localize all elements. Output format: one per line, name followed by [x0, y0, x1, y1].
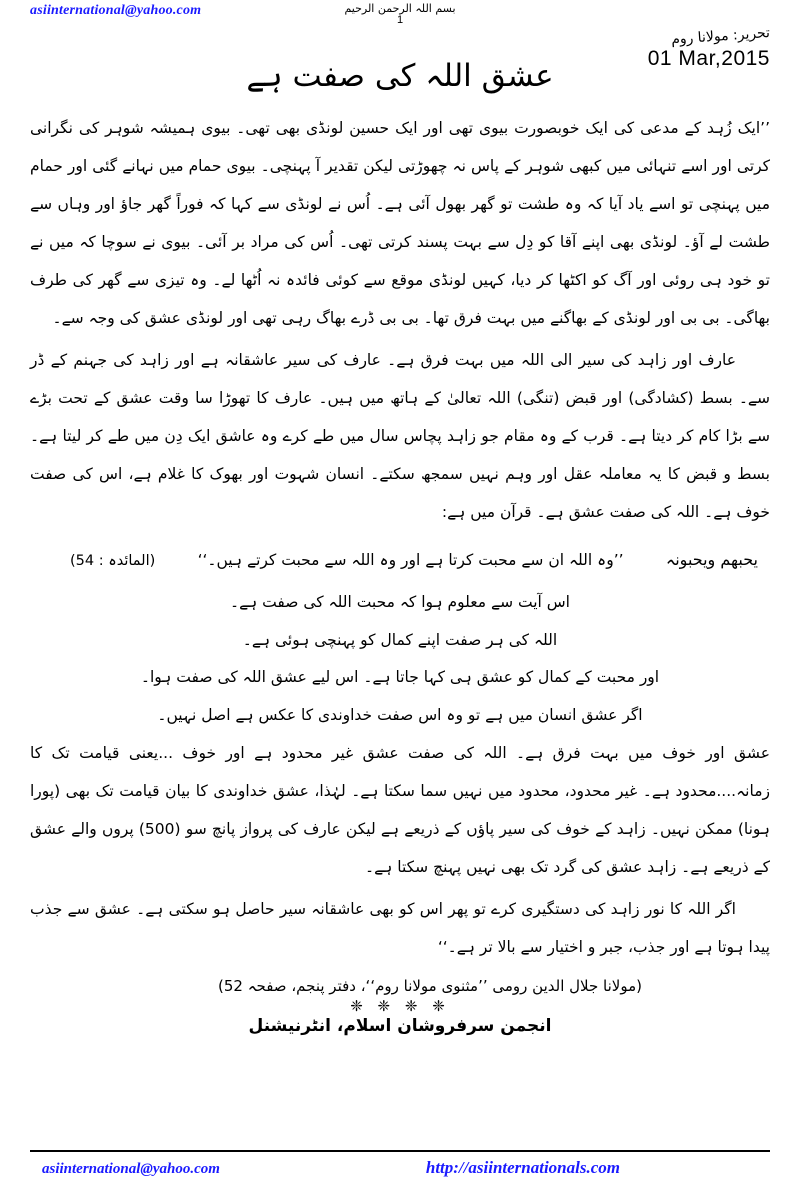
organization-name: انجمن سرفروشان اسلام، انٹرنیشنل	[248, 1016, 552, 1037]
verse-reference: (المائدہ : 54)	[70, 552, 156, 569]
centered-line: اس آیت سے معلوم ہوا کہ محبت اللہ کی صفت ہے۔	[230, 592, 570, 611]
ornament-divider-icon: ❈ ❈ ❈ ❈	[350, 997, 450, 1016]
centered-line: اگر عشق انسان میں ہے تو وہ اس صفت خداوندی کا عکس ہے اصل نہیں۔	[157, 706, 643, 725]
page-title: عشق اللہ کی صفت ہے	[246, 57, 554, 94]
footer-website-link[interactable]: http://asiinternationals.com	[425, 1158, 620, 1177]
verse-urdu-translation: ’’وہ اللہ ان سے محبت کرتا ہے اور وہ اللہ سے محبت کرتے ہیں۔‘‘	[197, 550, 624, 569]
body-paragraph: ’’ایک زُہد کے مدعی کی ایک خوبصورت بیوی تھی اور ایک حسین لونڈی بھی تھی۔ بیوی ہمیشہ شوہر کی نگرانی کرتی اور اسے تنہائی میں کبھی شوہر کے پاس نہ چھوڑتی لیکن تقدیر آ پہنچی۔ بیوی حمام میں نہانے گئی اور حمام میں پہنچی تو اسے یاد آیا کہ وہ طشت تو گھر بھول آئی ہے۔ اُس نے لونڈی سے کہا کہ فوراً گھر جاؤ اور وہاں سے طشت لے آؤ۔ لونڈی بھی اپنے آقا کو دِل سے بہت پسند کرتی تھی۔ اُس کی مراد بر آئی۔ بیوی نے سوچا کہ میں نے تو خود ہی روئی اور آگ کو اکٹھا کر دیا، کہیں لونڈی موقع سے کوئی فائدہ نہ اُٹھا لے۔ وہ تیزی سے گھر کی طرف بھاگی۔ بی بی اور لونڈی کے بھاگنے میں بہت فرق تھا۔ بی بی ڈرے بھاگ رہی تھی اور لونڈی عشق کی وجہ سے۔	[30, 119, 770, 327]
body-paragraph: عشق اور خوف میں بہت فرق ہے۔ اللہ کی صفت عشق غیر محدود ہے اور خوف ...یعنی قیامت تک کا زمانہ....محدود ہے۔ غیر محدود، محدود میں نہیں سما سکتا ہے۔ لہٰذا، عشق خداوندی کا بیان قیامت تک بھی (پورا ہونا) ممکن نہیں۔ زاہد کے خوف کی سیر پاؤں کے ذریعے ہے لیکن عارف کی پرواز پانچ سو (500) پروں والے عشق کے ذریعے ہے۔ زاہد عشق کی گرد تک بھی نہیں پہنچ سکتا ہے۔	[30, 744, 770, 877]
verse-arabic-text: یحبھم ویحبونہ	[665, 549, 758, 569]
centered-line: اللہ کی ہر صفت اپنے کمال کو پہنچی ہوئی ہے۔	[242, 630, 558, 649]
body-paragraph: اگر اللہ کا نور زاہد کی دستگیری کرے تو پھر اس کو بھی عاشقانہ سیر حاصل ہو سکتی ہے۔ عشق سے جذب پیدا ہوتا ہے اور جذب، جبر و اختیار سے بالا تر ہے۔‘‘	[30, 900, 770, 957]
quran-verse-row	[30, 542, 770, 578]
page-footer	[30, 1150, 770, 1178]
publication-date: 01 Mar,2015	[647, 47, 770, 70]
author-attribution: تحریر: مولانا روم	[670, 25, 771, 48]
article-content	[0, 110, 800, 1036]
footer-email-link[interactable]: asiinternational@yahoo.com	[42, 1161, 220, 1177]
page-number: 1	[396, 14, 404, 26]
centered-line: اور محبت کے کمال کو عشق ہی کہا جاتا ہے۔ اس لیے عشق اللہ کی صفت ہوا۔	[140, 668, 660, 687]
page-header	[0, 0, 800, 110]
header-email-link[interactable]: asiinternational@yahoo.com	[30, 3, 202, 18]
source-citation: (مولانا جلال الدین رومی ’’مثنوی مولانا روم‘‘، دفتر پنجم، صفحہ 52)	[218, 977, 642, 996]
bismillah-text: بسم اللہ الرحمن الرحیم	[344, 2, 456, 15]
body-paragraph: عارف اور زاہد کی سیر الی اللہ میں بہت فرق ہے۔ عارف کی سیر عاشقانہ ہے اور زاہد کی جہنم کے ڈر سے۔ بسط (کشادگی) اور قبض (تنگی) اللہ تعالیٰ کے ہاتھ میں ہیں۔ عارف کا تھوڑا سا وقت عشق کے تحت بڑے سے بڑا کام کر دیتا ہے۔ قرب کے وہ مقام جو زاہد پچاس سال میں طے کرے وہ عاشق ایک دِن میں طے کر لیتا ہے۔ بسط و قبض کا یہ معاملہ عقل اور وہم نہیں سمجھ سکتے۔ انسان شہوت اور بھوک کا غلام ہے، اس کی صفت خوف ہے۔ اللہ کی صفت عشق ہے۔ قرآن میں ہے:	[30, 350, 770, 521]
